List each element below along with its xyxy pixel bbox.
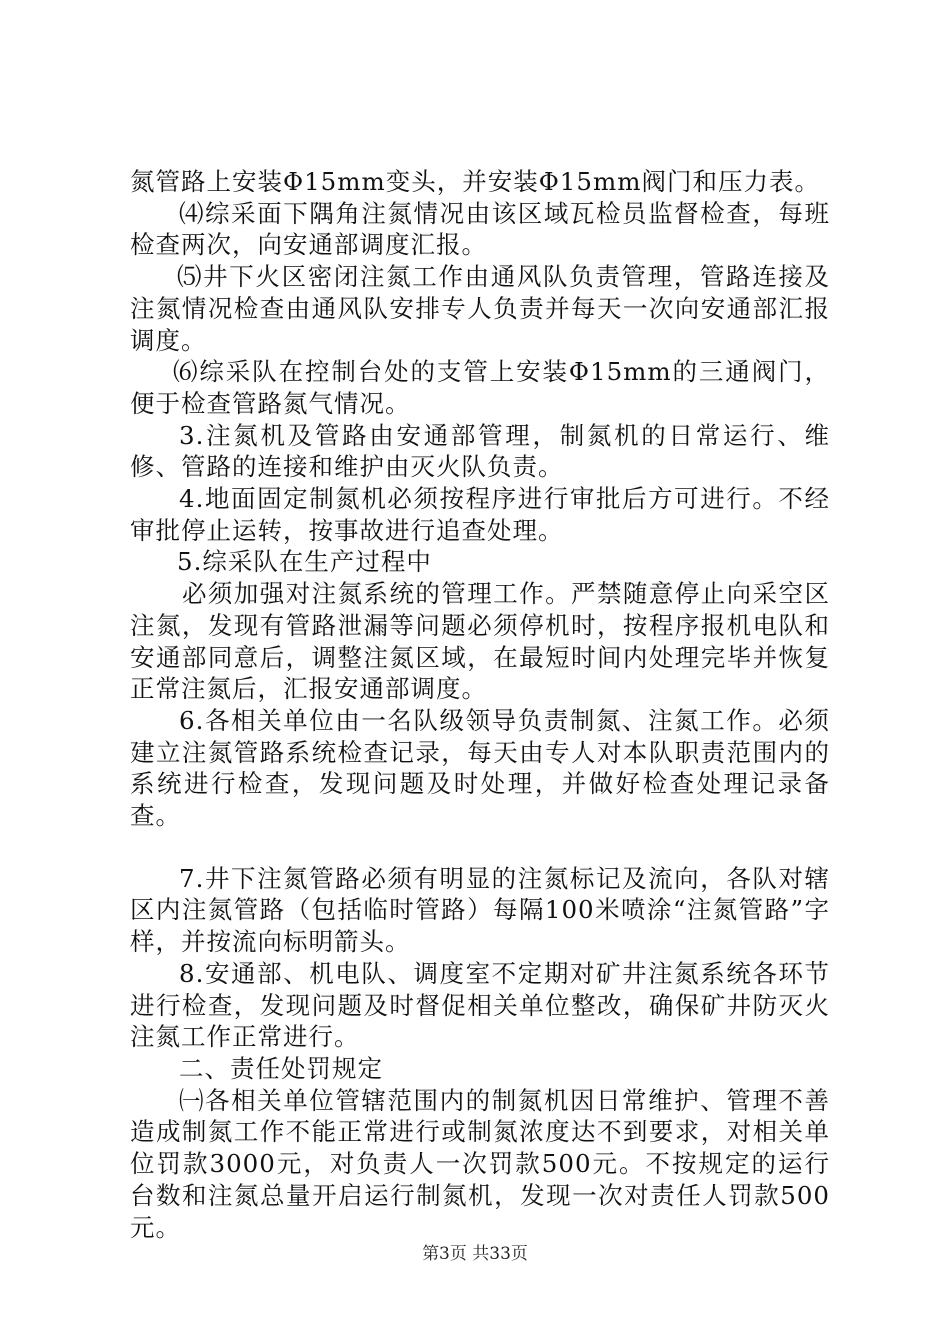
paragraph-section-8: 8.安通部、机电队、调度室不定期对矿井注氮系统各环节进行检查，发现问题及时督促相关单位整改，确保矿井防灭火注氮工作正常进行。 (130, 958, 830, 1052)
section-heading-penalties: 二、责任处罚规定 (179, 1053, 383, 1083)
paragraph-section-6: 6.各相关单位由一名队级领导负责制氮、注氮工作。必须建立注氮管路系统检查记录，每天由专人对本队职责范围内的系统进行检查，发现问题及时处理，并做好检查处理记录备查。 (130, 705, 830, 831)
paragraph-item-6: ⑹综采队在控制台处的支管上安装Φ15mm的三通阀门，便于检查管路氮气情况。 (130, 357, 830, 418)
paragraph-item-5: ⑸井下火区密闭注氮工作由通风队负责管理，管路连接及注氮情况检查由通风队安排专人负责并每天一次向安通部汇报调度。 (130, 262, 830, 355)
paragraph-penalty-1: ㈠各相关单位管辖范围内的制氮机因日常维护、管理不善造成制氮工作不能正常进行或制氮浓度达不到要求，对相关单位罚款3000元，对负责人一次罚款500元。不按规定的运行台数和注氮总量开启运行制氮机，发现一次对责任人罚款500元。 (130, 1085, 830, 1242)
document-body (130, 166, 830, 1243)
paragraph-section-3: 3.注氮机及管路由安通部管理，制氮机的日常运行、维修、管路的连接和维护由灭火队负责。 (130, 420, 830, 482)
paragraph-section-5-body: 必须加强对注氮系统的管理工作。严禁随意停止向采空区注氮，发现有管路泄漏等问题必须停机时，按程序报机电队和安通部同意后，调整注氮区域，在最短时间内处理完毕并恢复正常注氮后，汇报安通部调度。 (130, 579, 830, 704)
page-number: 第3页 共33页 (422, 1244, 528, 1264)
paragraph-item-4: ⑷综采面下隅角注氮情况由该区域瓦检员监督检查，每班检查两次，向安通部调度汇报。 (130, 198, 830, 260)
paragraph-section-4: 4.地面固定制氮机必须按程序进行审批后方可进行。不经审批停止运转，按事故进行追查处理。 (130, 484, 830, 545)
paragraph-section-5: 5.综采队在生产过程中 (177, 547, 432, 577)
paragraph-section-7: 7.井下注氮管路必须有明显的注氮标记及流向，各队对辖区内注氮管路（包括临时管路）每隔100米喷涂“注氮管路”字样，并按流向标明箭头。 (130, 863, 830, 957)
paragraph-pipe-fitting: 氮管路上安装Φ15mm变头，并安装Φ15mm阀门和压力表。 (130, 167, 820, 196)
